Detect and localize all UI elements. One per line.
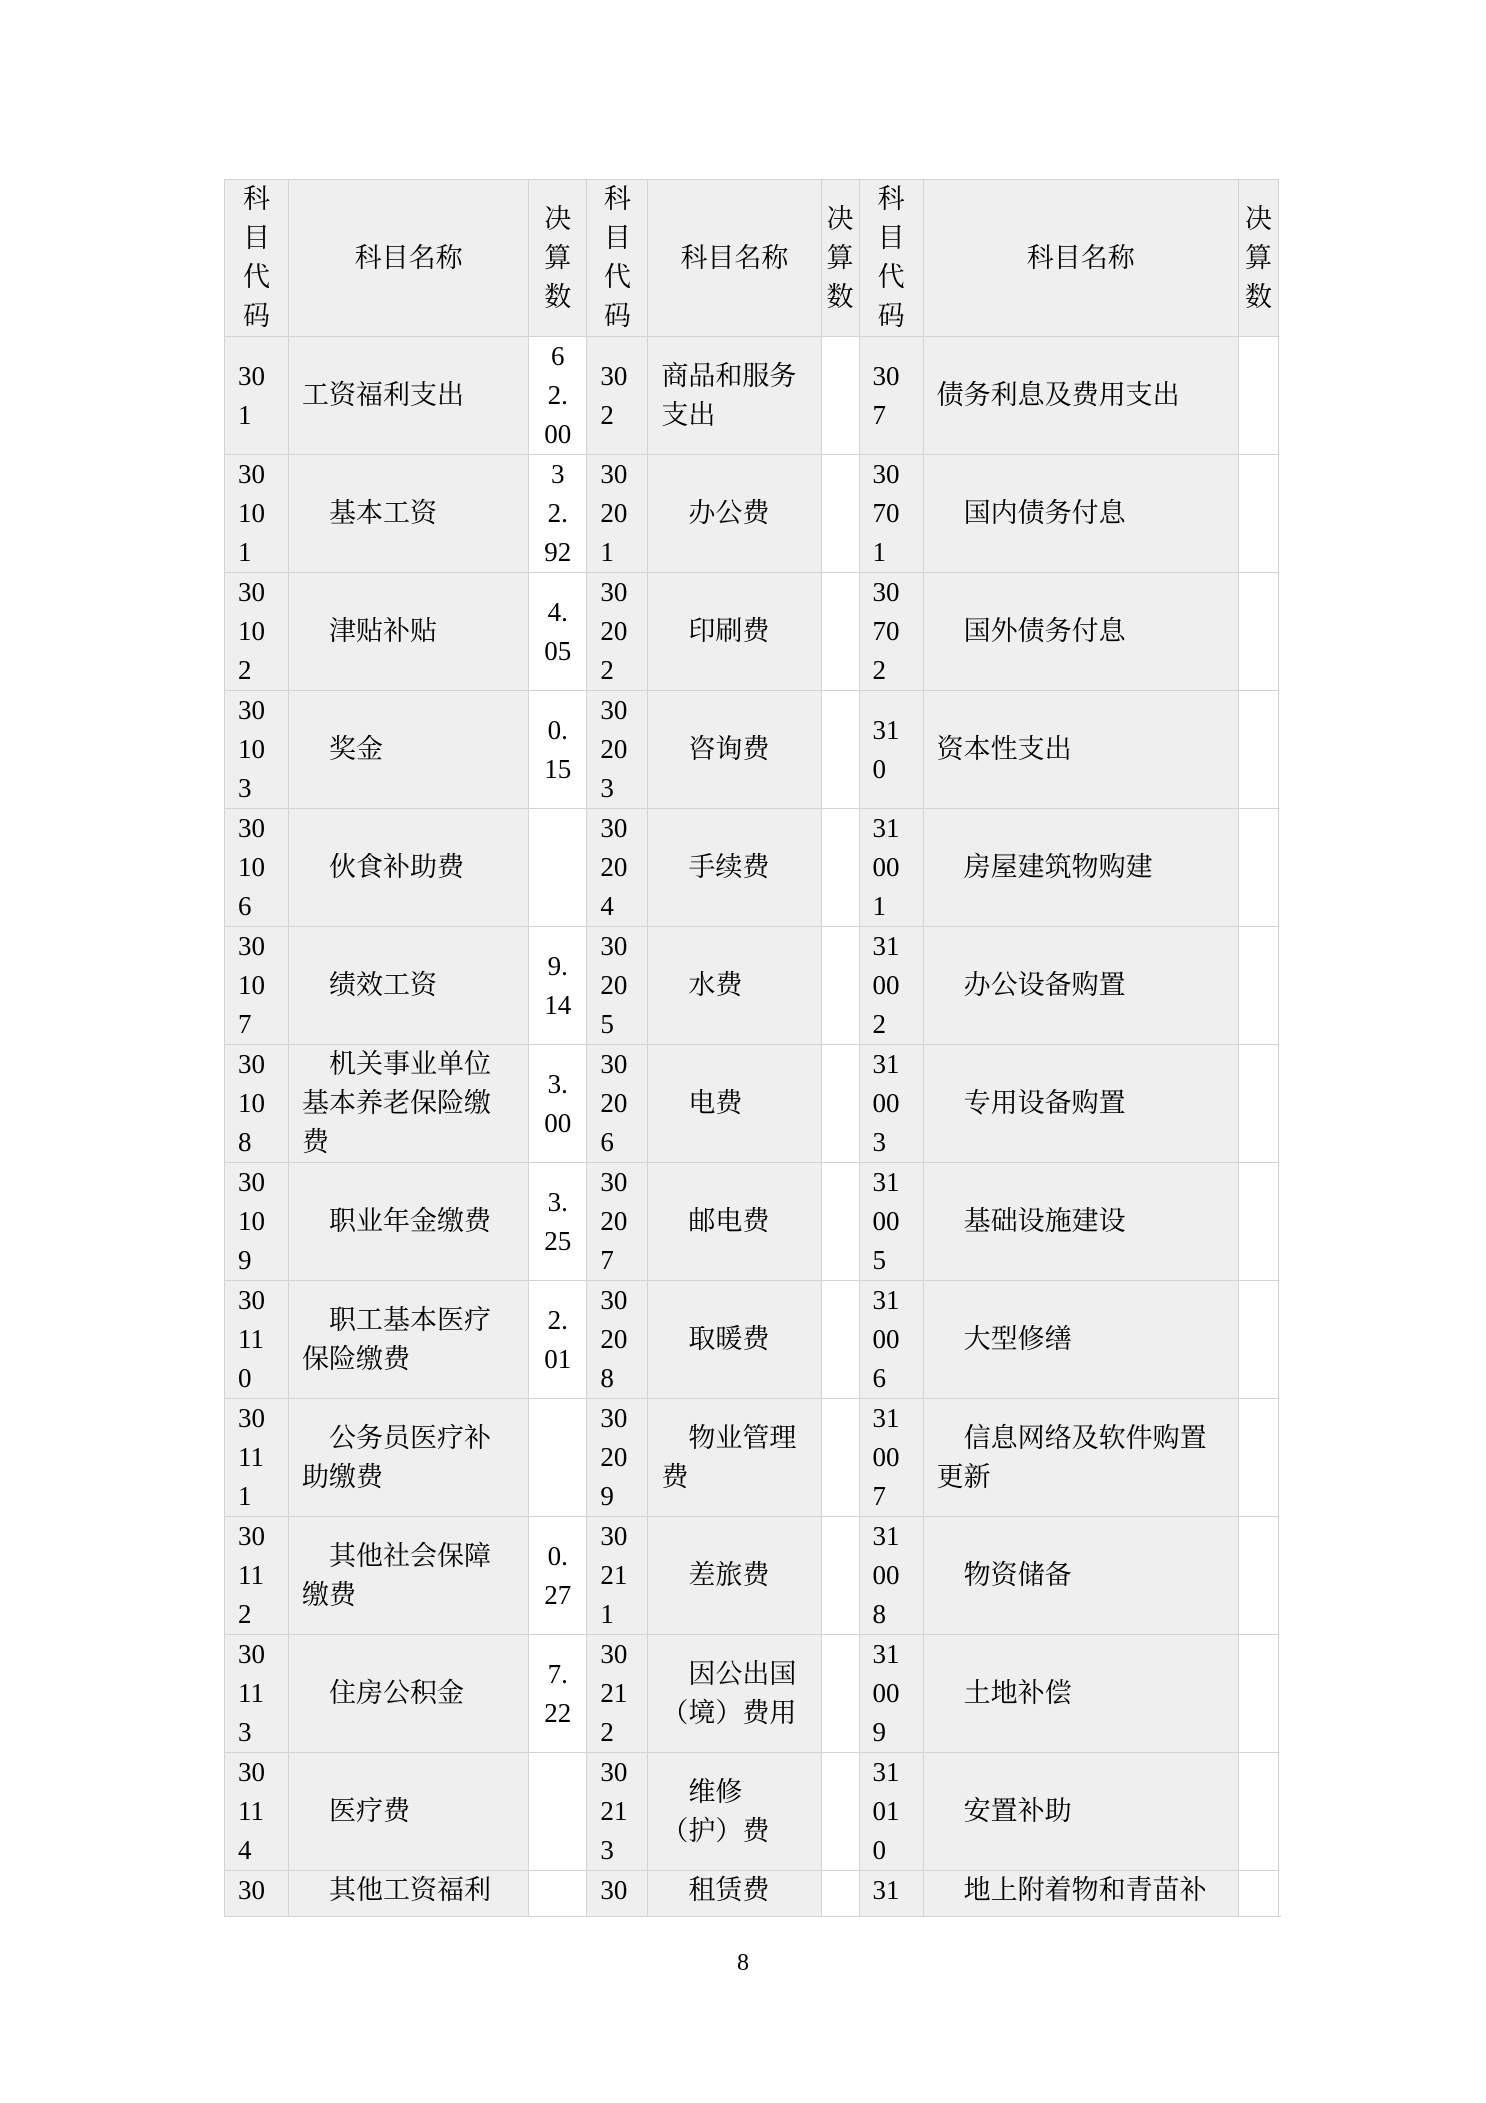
cell-subject-name: 办公设备购置 <box>923 927 1238 1045</box>
cell-final-amount <box>821 809 859 927</box>
cell-final-amount <box>1238 1045 1278 1163</box>
cell-final-amount <box>821 1753 859 1871</box>
cell-subject-name: 津贴补贴 <box>289 573 529 691</box>
cell-subject-code: 302 <box>587 337 648 455</box>
cell-subject-code: 30109 <box>225 1163 289 1281</box>
cell-final-amount <box>1238 927 1278 1045</box>
cell-subject-code: 30 <box>225 1871 289 1918</box>
cell-subject-name: 手续费 <box>648 809 821 927</box>
cell-final-amount <box>529 1753 587 1871</box>
cell-subject-name: 职业年金缴费 <box>289 1163 529 1281</box>
cell-subject-code: 30111 <box>225 1399 289 1517</box>
cell-subject-name: 基础设施建设 <box>923 1163 1238 1281</box>
cell-final-amount: 62.00 <box>529 337 587 455</box>
cell-subject-code: 31002 <box>859 927 923 1045</box>
cell-final-amount <box>1238 1163 1278 1281</box>
cell-final-amount: 2.01 <box>529 1281 587 1399</box>
cell-final-amount <box>821 1399 859 1517</box>
cell-subject-code: 31001 <box>859 809 923 927</box>
cell-subject-name: 物业管理费 <box>648 1399 821 1517</box>
cell-final-amount <box>1238 809 1278 927</box>
cell-subject-code: 30108 <box>225 1045 289 1163</box>
cell-final-amount <box>1238 1753 1278 1871</box>
table-row <box>225 1871 1279 1918</box>
table-header <box>225 180 1279 337</box>
header-subject-name: 科目名称 <box>289 180 529 337</box>
cell-subject-code: 310 <box>859 691 923 809</box>
budget-table-clip-region <box>224 179 1281 1917</box>
cell-subject-code: 31009 <box>859 1635 923 1753</box>
cell-final-amount <box>821 1045 859 1163</box>
cell-final-amount <box>821 337 859 455</box>
cell-subject-name: 公务员医疗补助缴费 <box>289 1399 529 1517</box>
cell-subject-code: 30107 <box>225 927 289 1045</box>
header-final-amount: 决算数 <box>529 180 587 337</box>
cell-final-amount: 0.27 <box>529 1517 587 1635</box>
cell-subject-name: 印刷费 <box>648 573 821 691</box>
cell-subject-code: 30204 <box>587 809 648 927</box>
table-row <box>225 1517 1279 1635</box>
cell-subject-code: 30203 <box>587 691 648 809</box>
budget-table <box>224 179 1279 1917</box>
cell-subject-code: 30212 <box>587 1635 648 1753</box>
cell-subject-code: 30114 <box>225 1753 289 1871</box>
cell-subject-code: 30701 <box>859 455 923 573</box>
header-subject-code: 科目代码 <box>225 180 289 337</box>
cell-subject-name: 房屋建筑物购建 <box>923 809 1238 927</box>
cell-subject-name: 奖金 <box>289 691 529 809</box>
cell-subject-code: 31010 <box>859 1753 923 1871</box>
cell-subject-code: 30208 <box>587 1281 648 1399</box>
cell-subject-name: 债务利息及费用支出 <box>923 337 1238 455</box>
cell-final-amount <box>1238 455 1278 573</box>
cell-subject-name: 机关事业单位基本养老保险缴费 <box>289 1045 529 1163</box>
cell-subject-code: 30201 <box>587 455 648 573</box>
cell-final-amount <box>821 455 859 573</box>
cell-subject-name: 职工基本医疗保险缴费 <box>289 1281 529 1399</box>
cell-subject-name: 物资储备 <box>923 1517 1238 1635</box>
cell-subject-name: 因公出国（境）费用 <box>648 1635 821 1753</box>
header-row <box>225 180 1279 337</box>
table-row <box>225 1753 1279 1871</box>
table-row <box>225 1045 1279 1163</box>
cell-final-amount <box>821 1281 859 1399</box>
cell-subject-name: 地上附着物和青苗补 <box>923 1871 1238 1918</box>
cell-subject-code: 30202 <box>587 573 648 691</box>
header-subject-code: 科目代码 <box>587 180 648 337</box>
cell-subject-code: 301 <box>225 337 289 455</box>
cell-subject-code: 30102 <box>225 573 289 691</box>
cell-subject-code: 31006 <box>859 1281 923 1399</box>
cell-subject-code: 31007 <box>859 1399 923 1517</box>
cell-subject-name: 维修（护）费 <box>648 1753 821 1871</box>
cell-final-amount <box>1238 1635 1278 1753</box>
cell-final-amount <box>821 1871 859 1918</box>
cell-subject-name: 租赁费 <box>648 1871 821 1918</box>
cell-subject-name: 安置补助 <box>923 1753 1238 1871</box>
cell-subject-name: 商品和服务支出 <box>648 337 821 455</box>
cell-subject-name: 资本性支出 <box>923 691 1238 809</box>
cell-subject-code: 31008 <box>859 1517 923 1635</box>
cell-subject-name: 信息网络及软件购置更新 <box>923 1399 1238 1517</box>
table-body <box>225 337 1279 1918</box>
cell-subject-name: 土地补偿 <box>923 1635 1238 1753</box>
cell-final-amount <box>821 691 859 809</box>
cell-final-amount <box>1238 1517 1278 1635</box>
cell-subject-code: 30106 <box>225 809 289 927</box>
cell-final-amount <box>821 1635 859 1753</box>
cell-subject-name: 专用设备购置 <box>923 1045 1238 1163</box>
header-final-amount: 决算数 <box>1238 180 1278 337</box>
table-row <box>225 927 1279 1045</box>
table-row <box>225 1281 1279 1399</box>
cell-subject-name: 工资福利支出 <box>289 337 529 455</box>
table-row <box>225 573 1279 691</box>
cell-subject-name: 住房公积金 <box>289 1635 529 1753</box>
cell-subject-code: 30213 <box>587 1753 648 1871</box>
table-row <box>225 809 1279 927</box>
cell-subject-name: 办公费 <box>648 455 821 573</box>
cell-final-amount <box>529 809 587 927</box>
cell-final-amount: 32.92 <box>529 455 587 573</box>
header-subject-name: 科目名称 <box>923 180 1238 337</box>
cell-subject-name: 大型修缮 <box>923 1281 1238 1399</box>
cell-subject-name: 邮电费 <box>648 1163 821 1281</box>
table-row <box>225 337 1279 455</box>
cell-subject-code: 30113 <box>225 1635 289 1753</box>
cell-subject-name: 电费 <box>648 1045 821 1163</box>
cell-final-amount: 0.15 <box>529 691 587 809</box>
cell-subject-code: 30110 <box>225 1281 289 1399</box>
cell-final-amount <box>1238 573 1278 691</box>
cell-subject-name: 取暖费 <box>648 1281 821 1399</box>
cell-subject-name: 咨询费 <box>648 691 821 809</box>
cell-subject-name: 其他社会保障缴费 <box>289 1517 529 1635</box>
header-subject-code: 科目代码 <box>859 180 923 337</box>
cell-subject-name: 差旅费 <box>648 1517 821 1635</box>
cell-subject-name: 水费 <box>648 927 821 1045</box>
table-row <box>225 1635 1279 1753</box>
cell-final-amount <box>1238 1399 1278 1517</box>
cell-subject-code: 30209 <box>587 1399 648 1517</box>
cell-subject-code: 307 <box>859 337 923 455</box>
table-row <box>225 691 1279 809</box>
cell-final-amount <box>821 1163 859 1281</box>
table-row <box>225 1399 1279 1517</box>
cell-final-amount <box>821 927 859 1045</box>
table-row <box>225 455 1279 573</box>
cell-subject-code: 31003 <box>859 1045 923 1163</box>
cell-final-amount: 7.22 <box>529 1635 587 1753</box>
cell-final-amount: 9.14 <box>529 927 587 1045</box>
cell-subject-name: 国内债务付息 <box>923 455 1238 573</box>
cell-final-amount <box>1238 337 1278 455</box>
cell-subject-name: 伙食补助费 <box>289 809 529 927</box>
cell-subject-name: 其他工资福利 <box>289 1871 529 1918</box>
cell-subject-code: 30211 <box>587 1517 648 1635</box>
cell-subject-name: 绩效工资 <box>289 927 529 1045</box>
cell-subject-code: 30112 <box>225 1517 289 1635</box>
cell-subject-code: 30101 <box>225 455 289 573</box>
cell-subject-code: 30207 <box>587 1163 648 1281</box>
cell-subject-code: 30205 <box>587 927 648 1045</box>
page-number: 8 <box>737 1950 749 1976</box>
cell-final-amount: 3.00 <box>529 1045 587 1163</box>
cell-subject-code: 30103 <box>225 691 289 809</box>
cell-subject-name: 国外债务付息 <box>923 573 1238 691</box>
cell-final-amount: 3.25 <box>529 1163 587 1281</box>
cell-final-amount <box>1238 1871 1278 1918</box>
cell-subject-name: 基本工资 <box>289 455 529 573</box>
cell-final-amount: 4.05 <box>529 573 587 691</box>
cell-final-amount <box>821 1517 859 1635</box>
cell-subject-code: 31005 <box>859 1163 923 1281</box>
cell-final-amount <box>529 1399 587 1517</box>
header-subject-name: 科目名称 <box>648 180 821 337</box>
cell-final-amount <box>1238 1281 1278 1399</box>
cell-subject-code: 30206 <box>587 1045 648 1163</box>
cell-subject-code: 30702 <box>859 573 923 691</box>
cell-subject-code: 30 <box>587 1871 648 1918</box>
cell-subject-code: 31 <box>859 1871 923 1918</box>
cell-final-amount <box>529 1871 587 1918</box>
cell-final-amount <box>1238 691 1278 809</box>
table-row <box>225 1163 1279 1281</box>
cell-final-amount <box>821 573 859 691</box>
header-final-amount: 决算数 <box>821 180 859 337</box>
cell-subject-name: 医疗费 <box>289 1753 529 1871</box>
